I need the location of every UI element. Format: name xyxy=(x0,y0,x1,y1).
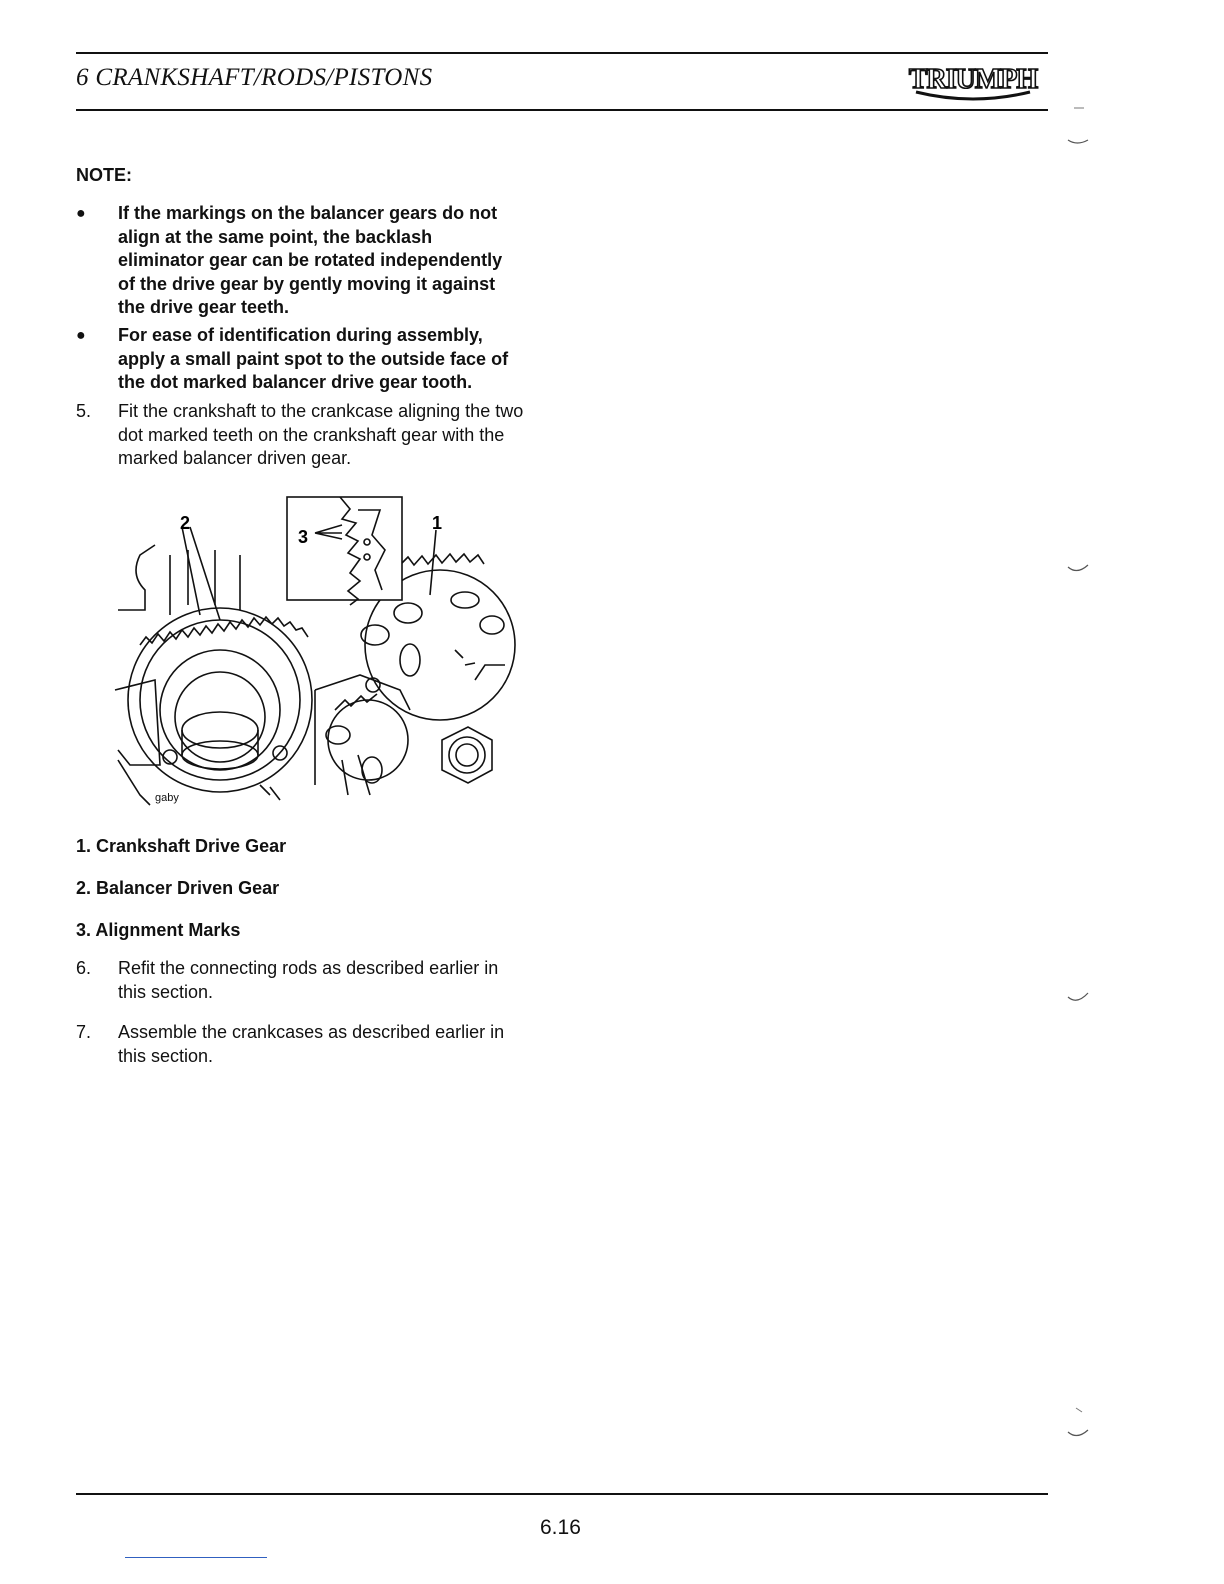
callout-3: 3 xyxy=(298,527,309,547)
text-line: Refit the connecting rods as described earlier in xyxy=(118,958,499,978)
caption-2: 2. Balancer Driven Gear xyxy=(76,878,280,898)
text-line: of the drive gear by gently moving it against xyxy=(118,273,496,294)
binder-hole-mark xyxy=(1062,100,1092,150)
caption-3: 3. Alignment Marks xyxy=(76,920,241,940)
page-number: 6.16 xyxy=(540,1516,581,1539)
step-text xyxy=(118,400,558,471)
text-line: Assemble the crankcases as described earlier in xyxy=(118,1022,505,1042)
callout-2: 2 xyxy=(180,513,191,533)
text-line: the drive gear teeth. xyxy=(118,297,290,317)
logo-text: TRIUMPH xyxy=(908,64,1038,95)
text-line: this section. xyxy=(118,1045,214,1066)
step-number: 5. xyxy=(76,401,92,421)
triumph-logo xyxy=(898,58,1048,102)
step-number: 7. xyxy=(76,1022,92,1042)
callout-1: 1 xyxy=(432,513,443,533)
scan-artifact-line xyxy=(125,1557,267,1558)
bullet-dot-icon: ● xyxy=(76,327,86,344)
bullet-dot-icon: ● xyxy=(76,205,86,222)
header-bottom-rule xyxy=(76,109,1048,111)
step-text xyxy=(118,957,558,1004)
section-title: 6 CRANKSHAFT/RODS/PISTONS xyxy=(76,64,433,91)
artist-signature: gaby xyxy=(155,792,179,804)
text-line: apply a small paint spot to the outside face of xyxy=(118,348,509,369)
header-top-rule xyxy=(76,52,1048,54)
text-line: If the markings on the balancer gears do not xyxy=(118,203,498,223)
text-line: marked balancer driven gear. xyxy=(118,448,352,468)
text-line: Fit the crankshaft to the crankcase aligning the two xyxy=(118,401,524,421)
note-label: NOTE: xyxy=(76,165,132,185)
gear-alignment-illustration xyxy=(110,495,520,810)
binder-hole-mark xyxy=(1062,1400,1092,1445)
text-line: align at the same point, the backlash xyxy=(118,226,433,247)
text-line: this section. xyxy=(118,981,214,1002)
text-line: dot marked teeth on the crankshaft gear with the xyxy=(118,424,505,445)
text-line: the dot marked balancer drive gear tooth. xyxy=(118,372,473,392)
bullet-text xyxy=(118,202,558,320)
binder-hole-mark xyxy=(1062,555,1092,585)
binder-hole-mark xyxy=(1062,985,1092,1015)
step-text xyxy=(118,1021,558,1068)
step-number: 6. xyxy=(76,958,92,978)
footer-rule xyxy=(76,1493,1048,1495)
text-line: For ease of identification during assembly, xyxy=(118,325,483,345)
bullet-text xyxy=(118,324,558,395)
caption-1: 1. Crankshaft Drive Gear xyxy=(76,836,287,856)
text-line: eliminator gear can be rotated independently xyxy=(118,250,503,270)
